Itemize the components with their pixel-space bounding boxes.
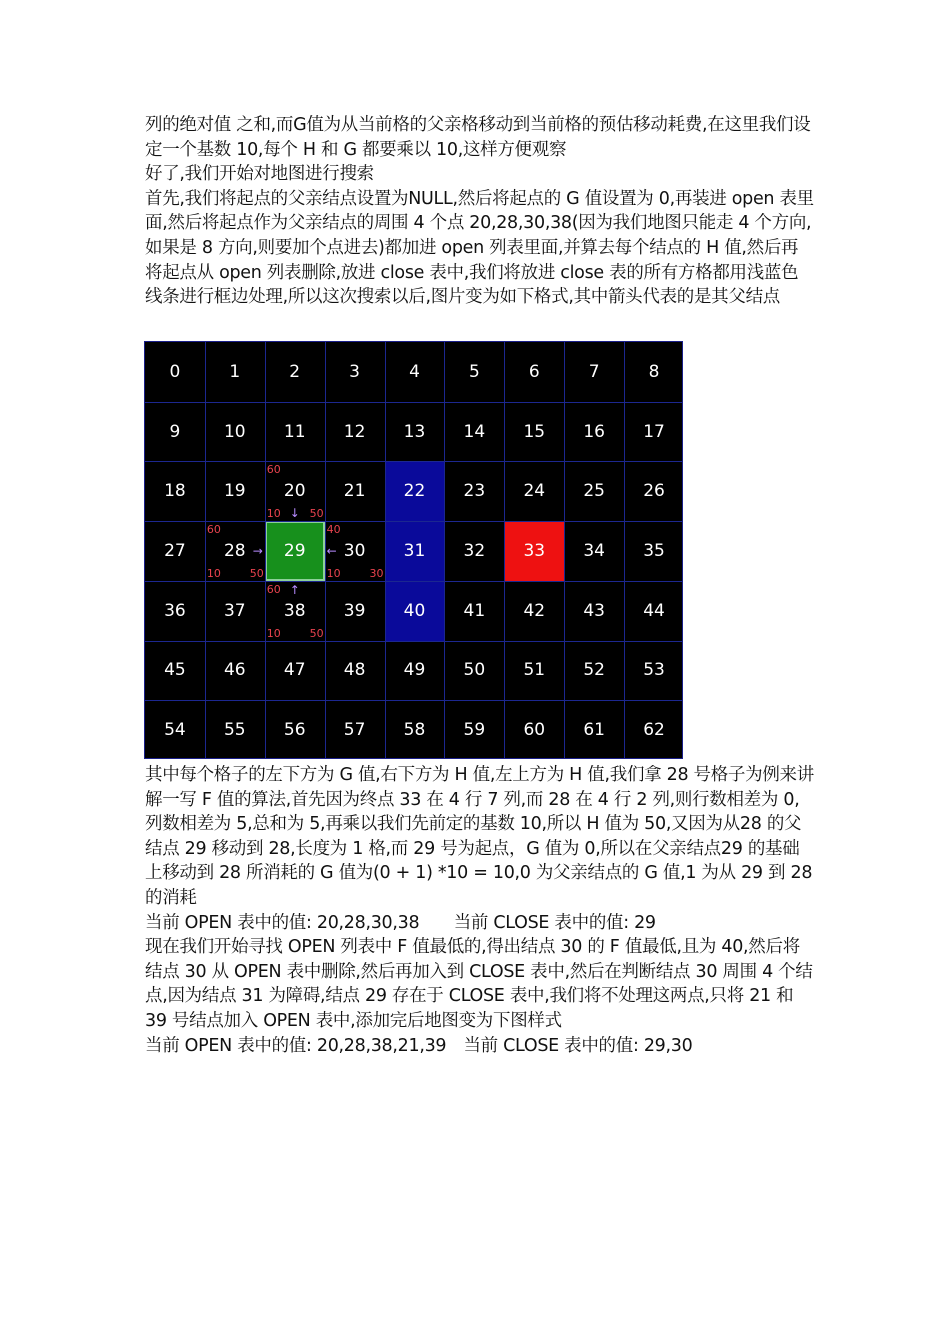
grid-cell-60 [504,700,564,760]
grid-cell-48 [325,641,385,701]
cell-number: 24 [523,481,546,502]
cell-number: 25 [583,481,605,502]
cell-number: 8 [648,361,660,382]
cell-number: 15 [523,421,546,442]
cell-number: 42 [523,600,546,621]
cell-number: 12 [343,421,366,442]
grid-cell-40 [385,581,445,641]
parent-arrow-down-icon: ↓ [289,506,300,521]
cell-number: 40 [403,600,426,621]
cell-number: 34 [583,540,605,561]
paragraph: 列的绝对值 之和,而G值为从当前格的父亲格移动到当前格的预估移动耗费,在这里我们设定一个基数 10,每个 H 和 G 都要乘以 10,这样方便观察 [145,115,811,160]
cell-number: 2 [289,361,301,382]
cell-number: 33 [523,540,546,561]
grid-cell-62 [624,700,684,760]
grid-cell-16 [564,402,624,462]
grid-cell-11 [265,402,325,462]
cell-number: 55 [223,720,246,741]
grid-cell-35 [624,521,684,581]
grid-cell-46 [205,641,265,701]
cell-number: 50 [463,660,486,681]
grid-cell-54 [145,700,205,760]
grid-cell-3 [325,342,385,402]
cell-number: 62 [643,720,665,741]
g-value-label: 10 [326,566,341,580]
grid-cell-31 [385,521,445,581]
cell-number: 52 [583,660,605,681]
f-value-label: 40 [326,523,341,537]
cell-number: 20 [283,481,306,502]
cell-number: 61 [583,720,605,741]
cell-number: 35 [643,540,665,561]
paragraph: 现在我们开始寻找 OPEN 列表中 F 值最低的,得出结点 30 的 F 值最低,且为 40,然后将结点 30 从 OPEN 表中删除,然后再加入到 CLOSE 表中,然后在判断结点 30 周围 4 个结点,因为结点 31 为障碍,结点 29 存在于 CLOSE 表中,我们将不处理这两点,只将 21 和 39 号结点加入 OPEN 表中,添加完后地图变为下图样式 [145,937,813,1031]
grid-cell-22 [385,461,445,521]
cell-number: 29 [283,540,306,561]
grid-line [444,342,445,758]
grid-cell-61 [564,700,624,760]
grid-cell-37 [205,581,265,641]
grid-cell-45 [145,641,205,701]
grid-cell-6 [504,342,564,402]
grid-line [385,342,386,758]
cell-number: 3 [349,361,360,382]
grid-cell-47 [265,641,325,701]
grid-cell-10 [205,402,265,462]
grid-cell-50 [444,641,504,701]
grid-cell-59 [444,700,504,760]
grid-cell-39 [325,581,385,641]
paragraph: 首先,我们将起点的父亲结点设置为NULL,然后将起点的 G 值设置为 0,再装进 open 表里面,然后将起点作为父亲结点的周围 4 个点 20,28,30,38(因为我们地图只能走 4 个方向,如果是 8 方向,则要加个点进去)都加进 open 列表里面,并算去每个结点的 H 值,然后再将起点从 open 列表删除,放进 close 表中,我们将放进 close 表的所有方格都用浅蓝色线条进行框边处理,所以这次搜索以后,图片变为如下格式,其中箭头代表的是其父结点 [145,188,814,308]
cell-number: 37 [223,600,246,621]
grid-line [145,461,682,462]
g-value-label: 10 [206,566,221,580]
grid-cell-52 [564,641,624,701]
grid-cell-43 [564,581,624,641]
grid-cell-15 [504,402,564,462]
parent-arrow-right-icon: → [252,544,263,558]
f-value-label: 60 [206,523,221,537]
grid-cell-12 [325,402,385,462]
grid-cell-5 [444,342,504,402]
paragraph: 好了,我们开始对地图进行搜索 [145,164,374,185]
grid-cell-14 [444,402,504,462]
cell-number: 46 [223,660,246,681]
g-value-label: 10 [266,507,281,521]
grid-cell-49 [385,641,445,701]
grid-cell-33 [504,521,564,581]
grid-cell-56 [265,700,325,760]
f-value-label: 60 [266,463,281,477]
explanation-text [145,763,815,1058]
cell-number: 26 [643,481,665,502]
grid-cell-34 [564,521,624,581]
grid-cell-9 [145,402,205,462]
astar-grid-map [144,341,683,759]
cell-number: 10 [223,421,246,442]
cell-number: 54 [164,720,186,741]
h-value-label: 50 [309,507,324,521]
grid-line [145,521,682,522]
grid-line [145,402,682,403]
grid-cell-29 [265,521,325,581]
cell-number: 11 [283,421,306,442]
cell-number: 58 [403,720,426,741]
cell-number: 49 [403,660,426,681]
grid-cell-13 [385,402,445,462]
grid-line [145,641,682,642]
cell-number: 1 [229,361,241,382]
cell-number: 21 [343,481,366,502]
grid-cell-21 [325,461,385,521]
cell-number: 36 [164,600,186,621]
grid-cell-53 [624,641,684,701]
grid-line [564,342,565,758]
grid-cell-1 [205,342,265,402]
cell-number: 47 [283,660,306,681]
cell-number: 45 [164,660,186,681]
intro-text [145,113,815,310]
grid-cell-25 [564,461,624,521]
grid-cell-0 [145,342,205,402]
grid-cell-8 [624,342,684,402]
g-value-label: 10 [266,626,281,640]
cell-number: 30 [343,540,366,561]
h-value-label: 50 [309,626,324,640]
cell-number: 7 [588,361,600,382]
f-value-label: 60 [266,582,281,596]
grid-cell-23 [444,461,504,521]
grid-cell-58 [385,700,445,760]
parent-arrow-up-icon: ↑ [289,582,300,597]
grid-line [504,342,505,758]
grid-cell-24 [504,461,564,521]
cell-number: 39 [343,600,366,621]
open-close-status: 当前 OPEN 表中的值: 20,28,30,38 当前 CLOSE 表中的值: 29 [145,912,656,933]
cell-number: 32 [463,540,486,561]
grid-cell-57 [325,700,385,760]
grid-cell-41 [444,581,504,641]
cell-number: 48 [343,660,366,681]
cell-number: 19 [223,481,246,502]
cell-number: 31 [403,540,426,561]
grid-cell-27 [145,521,205,581]
grid-cell-55 [205,700,265,760]
cell-number: 27 [164,540,186,561]
h-value-label: 50 [249,566,264,580]
cell-number: 41 [463,600,486,621]
cell-number: 23 [463,481,486,502]
cell-number: 17 [643,421,665,442]
cell-number: 5 [468,361,480,382]
cell-number: 57 [343,720,366,741]
cell-number: 6 [528,361,540,382]
paragraph: 其中每个格子的左下方为 G 值,右下方为 H 值,左上方为 H 值,我们拿 28 号格子为例来讲解一写 F 值的算法,首先因为终点 33 在 4 行 7 列,而 28 在 4 行 2 列,则行数相差为 0,列数相差为 5,总和为 5,再乘以我们先前定的基数 10,所以 H 值为 50,又因为从28 的父结点 29 移动到 28,长度为 1 格,而 29 号为起点，G 值为 0,所以在父亲结点29 的基础上移动到 28 所消耗的 G 值为(0 + 1) *10 = 10,0 为父亲结点的 G 值,1 为从 29 到 28 的消耗 [145,765,814,908]
cell-number: 51 [523,660,546,681]
grid-line [145,700,682,701]
cell-number: 44 [643,600,665,621]
cell-number: 14 [463,421,486,442]
grid-line [325,342,326,758]
grid-cell-17 [624,402,684,462]
cell-number: 60 [523,720,546,741]
cell-number: 56 [283,720,306,741]
grid-cell-18 [145,461,205,521]
h-value-label: 30 [369,566,384,580]
cell-number: 9 [169,421,181,442]
grid-cell-4 [385,342,445,402]
grid-line [205,342,206,758]
cell-number: 28 [223,540,246,561]
cell-number: 53 [643,660,665,681]
grid-cell-36 [145,581,205,641]
grid-cell-26 [624,461,684,521]
cell-number: 43 [583,600,605,621]
grid-cell-42 [504,581,564,641]
cell-number: 59 [463,720,486,741]
grid-line [624,342,625,758]
cell-number: 0 [169,361,181,382]
cell-number: 16 [583,421,605,442]
grid-line [265,342,266,758]
cell-number: 4 [409,361,420,382]
cell-number: 18 [164,481,186,502]
open-close-status: 当前 OPEN 表中的值: 20,28,38,21,39 当前 CLOSE 表中的值: 29,30 [145,1035,693,1056]
cell-number: 22 [403,481,426,502]
grid-line [145,581,682,582]
grid-cell-19 [205,461,265,521]
cell-number: 38 [283,600,306,621]
grid-cell-51 [504,641,564,701]
grid-cell-44 [624,581,684,641]
grid-cell-2 [265,342,325,402]
cell-number: 13 [403,421,426,442]
parent-arrow-left-icon: ← [326,544,337,558]
grid-cell-7 [564,342,624,402]
grid-cell-32 [444,521,504,581]
